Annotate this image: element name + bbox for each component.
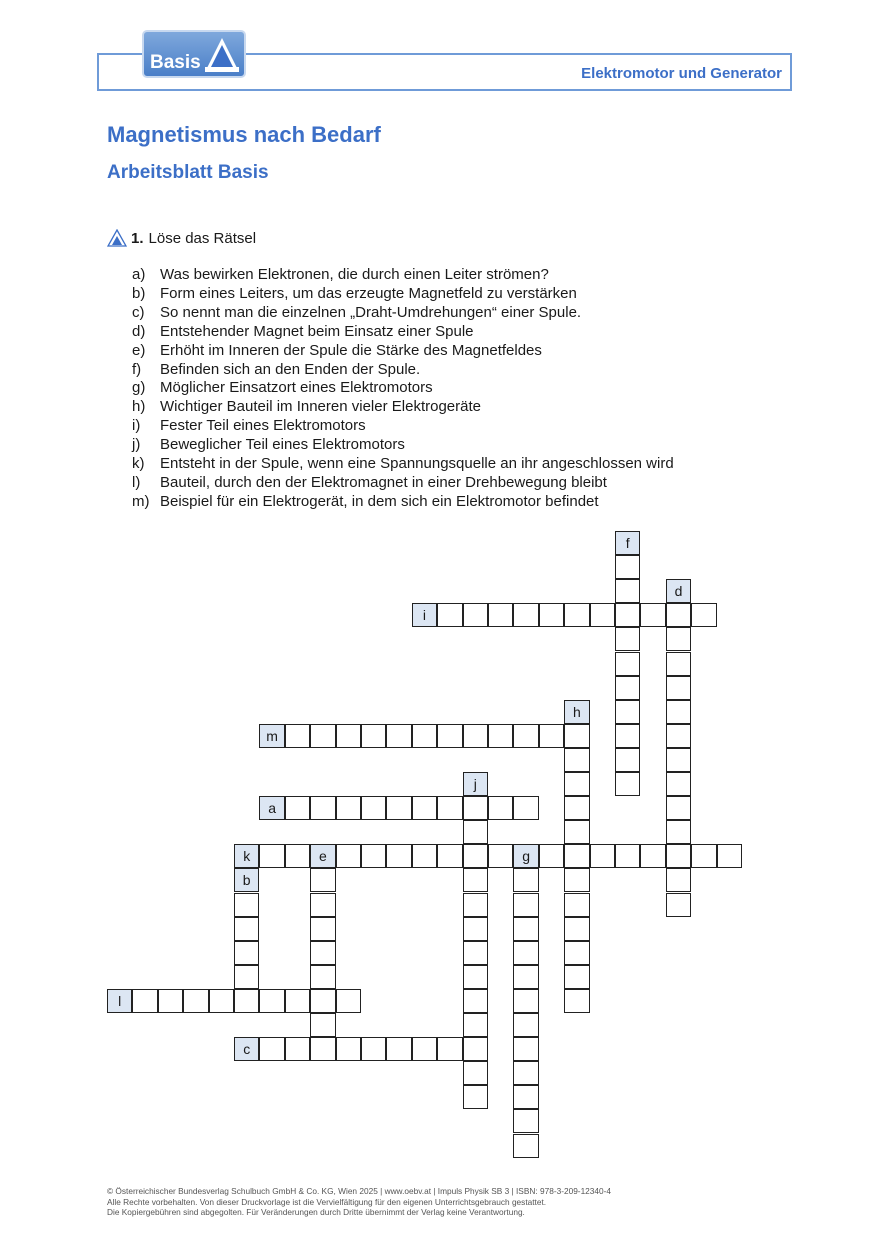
footer-rights: Alle Rechte vorbehalten. Von dieser Druckvorlage ist die Vervielfältigung für den eigenen Unterrichtsgebrauch gestattet. (107, 1196, 547, 1207)
crossword-label-cell: h (564, 700, 589, 724)
crossword-cell (564, 820, 589, 844)
crossword-cell (513, 1037, 538, 1061)
clue-item (132, 379, 674, 398)
crossword-cell (310, 917, 335, 941)
clue-item (132, 398, 674, 417)
clue-item (132, 493, 674, 512)
crossword-label-cell: a (259, 796, 284, 820)
clue-text: Erhöht im Inneren der Spule die Stärke des Magnetfeldes (160, 341, 542, 359)
crossword-label-cell: d (666, 579, 691, 603)
crossword-cell (437, 603, 462, 627)
crossword-cell (513, 1061, 538, 1085)
crossword-cell (666, 700, 691, 724)
crossword-cell (158, 989, 183, 1013)
footer (107, 1186, 611, 1218)
crossword-cell (259, 1037, 284, 1061)
crossword-cell (539, 724, 564, 748)
clue-text: Beispiel für ein Elektrogerät, in dem sich ein Elektromotor befindet (160, 492, 599, 510)
crossword-cell (564, 796, 589, 820)
crossword-cell (234, 893, 259, 917)
clue-item (132, 417, 674, 436)
crossword-cell (615, 844, 640, 868)
crossword-cell (513, 893, 538, 917)
crossword-cell (666, 603, 691, 627)
crossword-cell (615, 603, 640, 627)
crossword-cell (285, 724, 310, 748)
crossword-label-cell: l (107, 989, 132, 1013)
crossword-cell (463, 724, 488, 748)
crossword-cell (666, 844, 691, 868)
topic-title: Elektromotor und Generator (581, 65, 782, 82)
crossword-cell (666, 724, 691, 748)
clue-letter: l) (132, 473, 141, 491)
task-heading (107, 229, 256, 247)
crossword-cell (386, 796, 411, 820)
crossword-cell (513, 724, 538, 748)
clue-item (132, 266, 674, 285)
crossword-cell (691, 603, 716, 627)
crossword-cell (615, 555, 640, 579)
clue-text: Fester Teil eines Elektromotors (160, 417, 366, 435)
crossword-cell (386, 1037, 411, 1061)
crossword-cell (666, 748, 691, 772)
crossword-cell (615, 652, 640, 676)
clue-letter: b) (132, 284, 146, 302)
crossword-cell (412, 796, 437, 820)
crossword-cell (259, 989, 284, 1013)
crossword-cell (666, 820, 691, 844)
crossword-cell (513, 1134, 538, 1158)
basis-logo (142, 30, 246, 78)
crossword-cell (564, 772, 589, 796)
triangle-logo-icon (202, 35, 242, 75)
task-instruction: Löse das Rätsel (148, 229, 257, 247)
crossword-cell (310, 796, 335, 820)
crossword-cell (463, 917, 488, 941)
clue-letter: d) (132, 322, 146, 340)
clue-letter: a) (132, 266, 146, 283)
crossword-cell (615, 772, 640, 796)
crossword-cell (234, 989, 259, 1013)
crossword-cell (513, 1109, 538, 1133)
crossword-cell (285, 989, 310, 1013)
crossword-label-cell: f (615, 531, 640, 555)
crossword-cell (564, 844, 589, 868)
crossword-cell (310, 893, 335, 917)
crossword-cell (183, 989, 208, 1013)
clue-letter: m) (132, 492, 150, 510)
crossword-cell (310, 1037, 335, 1061)
crossword-cell (463, 965, 488, 989)
clue-item (132, 342, 674, 361)
crossword-label-cell: j (463, 772, 488, 796)
crossword-cell (209, 989, 234, 1013)
crossword-cell (310, 965, 335, 989)
crossword-cell (336, 1037, 361, 1061)
footer-fees: Die Kopiergebühren sind abgegolten. Für Veränderungen durch Dritte übernimmt der Verlag keine Verantwortung. (107, 1207, 525, 1217)
crossword-cell (640, 844, 665, 868)
clue-letter: k) (132, 455, 145, 473)
crossword-cell (259, 844, 284, 868)
crossword-cell (666, 676, 691, 700)
clue-letter: i) (132, 417, 141, 435)
clue-text: Was bewirken Elektronen, die durch einen Leiter strömen? (160, 266, 549, 283)
clue-item (132, 323, 674, 342)
logo-text: Basis (150, 52, 201, 73)
crossword-cell (513, 989, 538, 1013)
crossword-cell (590, 844, 615, 868)
crossword-cell (336, 724, 361, 748)
crossword-cell (666, 868, 691, 892)
page-title: Magnetismus nach Bedarf (107, 122, 381, 147)
crossword-cell (463, 844, 488, 868)
crossword-cell (615, 700, 640, 724)
crossword-cell (488, 844, 513, 868)
crossword-cell (310, 1013, 335, 1037)
crossword-label-cell: i (412, 603, 437, 627)
crossword-label-cell: g (513, 844, 538, 868)
crossword-cell (640, 603, 665, 627)
clue-text: Form eines Leiters, um das erzeugte Magnetfeld zu verstärken (160, 284, 577, 302)
crossword-cell (437, 1037, 462, 1061)
crossword-cell (564, 893, 589, 917)
crossword-cell (463, 1085, 488, 1109)
crossword-cell (666, 627, 691, 651)
clue-text: Entstehender Magnet beim Einsatz einer Spule (160, 322, 474, 340)
clue-text: Befinden sich an den Enden der Spule. (160, 360, 421, 378)
clue-letter: g) (132, 379, 146, 397)
crossword-cell (361, 844, 386, 868)
clue-item (132, 304, 674, 323)
clue-letter: f) (132, 360, 142, 378)
crossword-cell (615, 627, 640, 651)
clue-text: So nennt man die einzelnen „Draht-Umdrehungen“ einer Spule. (160, 303, 582, 321)
crossword-cell (513, 1013, 538, 1037)
crossword-cell (513, 1085, 538, 1109)
crossword-cell (386, 844, 411, 868)
crossword-cell (564, 748, 589, 772)
crossword-cell (691, 844, 716, 868)
crossword-cell (488, 724, 513, 748)
clue-text: Möglicher Einsatzort eines Elektromotors (160, 379, 433, 397)
crossword-cell (539, 603, 564, 627)
crossword-cell (539, 844, 564, 868)
crossword-cell (361, 724, 386, 748)
crossword-cell (310, 941, 335, 965)
crossword-cell (488, 603, 513, 627)
crossword-cell (285, 1037, 310, 1061)
clue-letter: c) (132, 303, 145, 321)
crossword-cell (132, 989, 157, 1013)
basis-level-icon (107, 229, 127, 247)
crossword-cell (463, 868, 488, 892)
crossword-cell (666, 652, 691, 676)
crossword-cell (615, 748, 640, 772)
crossword-cell (412, 724, 437, 748)
crossword-cell (666, 796, 691, 820)
crossword-cell (615, 676, 640, 700)
crossword-cell (590, 603, 615, 627)
crossword-cell (463, 1061, 488, 1085)
crossword-cell (310, 868, 335, 892)
crossword-cell (336, 844, 361, 868)
clue-text: Bauteil, durch den der Elektromagnet in einer Drehbewegung bleibt (160, 473, 607, 491)
clue-letter: e) (132, 341, 146, 359)
crossword-cell (234, 941, 259, 965)
clue-list (132, 266, 674, 512)
footer-copyright: © Österreichischer Bundesverlag Schulbuch GmbH & Co. KG, Wien 2025 | www.oebv.at | Impuls Physik SB 3 | ISBN: 978-3-209-12340-4 (107, 1186, 612, 1196)
crossword-cell (615, 579, 640, 603)
clue-item (132, 285, 674, 304)
crossword-cell (463, 893, 488, 917)
crossword-cell (564, 965, 589, 989)
clue-item (132, 474, 674, 493)
clue-letter: h) (132, 398, 146, 416)
crossword-label-cell: b (234, 868, 259, 892)
crossword-cell (564, 941, 589, 965)
crossword-cell (488, 796, 513, 820)
clue-text: Entsteht in der Spule, wenn eine Spannungsquelle an ihr angeschlossen wird (160, 455, 674, 473)
clue-item (132, 361, 674, 380)
crossword-cell (437, 724, 462, 748)
crossword-cell (463, 796, 488, 820)
crossword-cell (437, 796, 462, 820)
crossword-cell (463, 989, 488, 1013)
crossword-cell (615, 724, 640, 748)
crossword-cell (513, 868, 538, 892)
crossword-cell (234, 917, 259, 941)
crossword-cell (513, 603, 538, 627)
crossword-cell (437, 844, 462, 868)
crossword-label-cell: c (234, 1037, 259, 1061)
crossword-cell (285, 796, 310, 820)
crossword-cell (310, 989, 335, 1013)
crossword-cell (386, 724, 411, 748)
crossword-cell (564, 603, 589, 627)
crossword-cell (463, 1037, 488, 1061)
clue-text: Wichtiger Bauteil im Inneren vieler Elektrogeräte (160, 398, 481, 416)
clue-letter: j) (132, 436, 141, 454)
crossword-cell (234, 965, 259, 989)
crossword-cell (361, 1037, 386, 1061)
crossword-cell (336, 796, 361, 820)
crossword-cell (310, 724, 335, 748)
crossword-cell (666, 893, 691, 917)
page-subtitle: Arbeitsblatt Basis (107, 162, 269, 183)
clue-item (132, 436, 674, 455)
clue-item (132, 455, 674, 474)
crossword-cell (717, 844, 742, 868)
crossword-cell (564, 868, 589, 892)
crossword-cell (463, 941, 488, 965)
crossword-label-cell: e (310, 844, 335, 868)
crossword-cell (513, 941, 538, 965)
crossword-cell (513, 796, 538, 820)
crossword-label-cell: k (234, 844, 259, 868)
crossword-cell (564, 989, 589, 1013)
crossword-cell (412, 844, 437, 868)
task-number: 1. (131, 229, 144, 247)
crossword-cell (336, 989, 361, 1013)
crossword-cell (412, 1037, 437, 1061)
crossword-cell (463, 820, 488, 844)
crossword-cell (513, 917, 538, 941)
crossword-cell (361, 796, 386, 820)
clue-text: Beweglicher Teil eines Elektromotors (160, 436, 405, 454)
crossword-cell (463, 1013, 488, 1037)
crossword-cell (285, 844, 310, 868)
crossword-label-cell: m (259, 724, 284, 748)
crossword-cell (463, 603, 488, 627)
crossword-cell (513, 965, 538, 989)
crossword-cell (666, 772, 691, 796)
crossword-cell (564, 917, 589, 941)
crossword-cell (564, 724, 589, 748)
